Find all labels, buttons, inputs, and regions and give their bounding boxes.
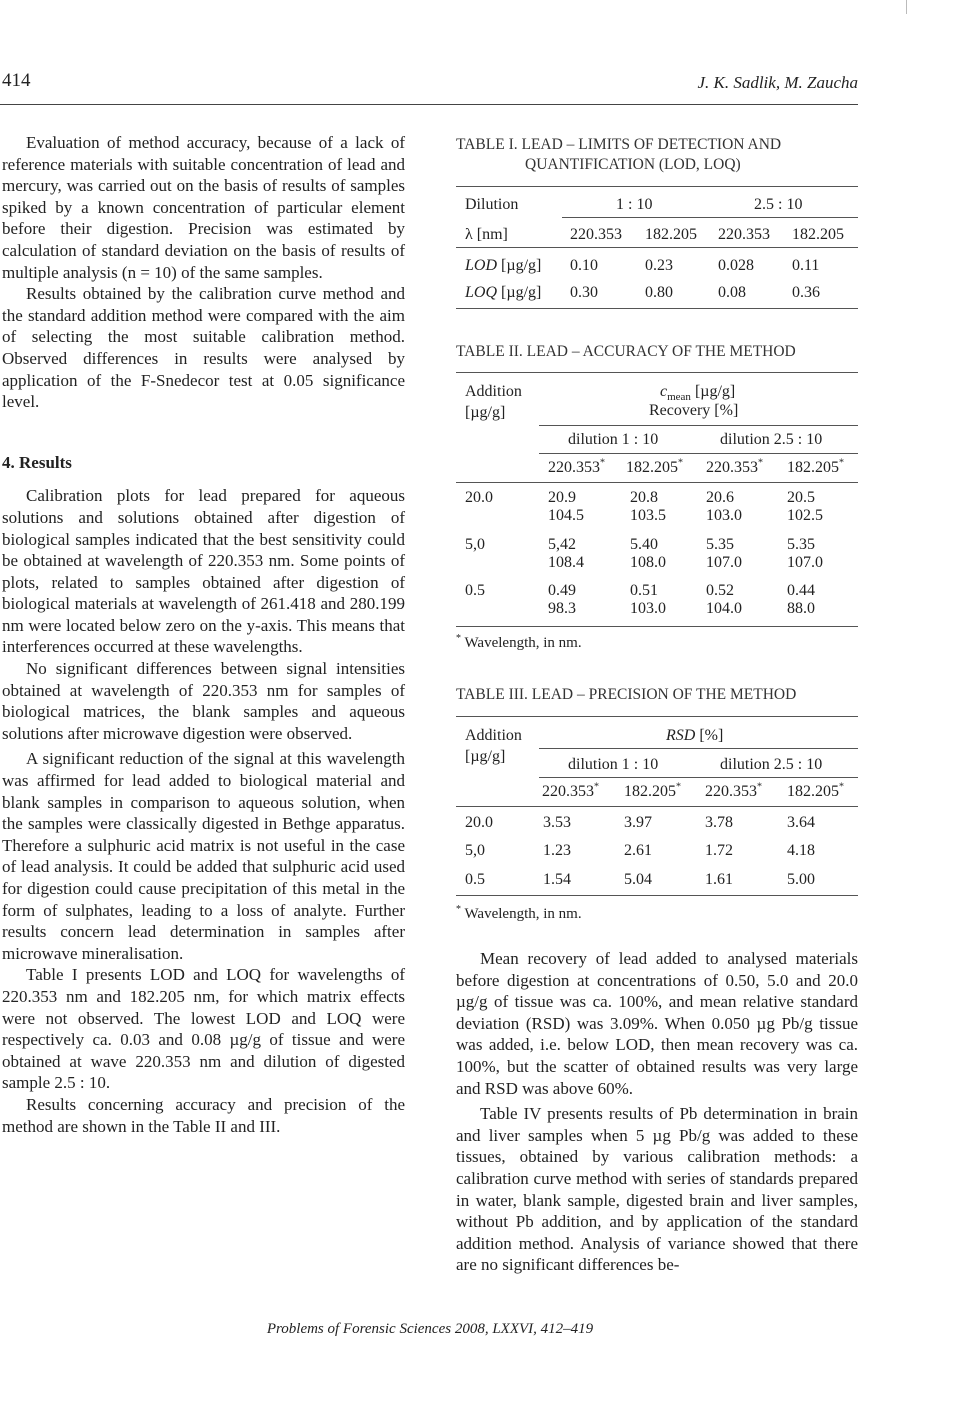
- table3-wl-3: 220.353*: [705, 781, 762, 800]
- table1-caption: [456, 135, 781, 175]
- table3-row3-addition: 0.5: [465, 871, 485, 888]
- table3-row1-value-4: 3.64: [787, 814, 815, 831]
- table2-row2-recovery-1: 108.4: [548, 554, 584, 571]
- table2-bottom-rule: [456, 626, 858, 627]
- table2-row3-recovery-1: 98.3: [548, 600, 576, 617]
- table1-loq-label: LOQ [µg/g]: [465, 284, 542, 301]
- paragraph-method-comparison: Results obtained by the calibration curve method and the standard addition method were compared with the aim of selecting the most suitable calibration method. Observed differences in results were analysed by application of the F-Snedecor test at 0.05 significance level.: [2, 284, 405, 412]
- table3-dilution-2-5-10: dilution 2.5 : 10: [720, 756, 823, 773]
- table3-footnote: * Wavelength, in nm.: [456, 904, 582, 922]
- table1-caption-line1: TABLE I. LEAD – LIMITS OF DETECTION AND: [456, 136, 782, 153]
- table1-sub-rule: [562, 217, 858, 218]
- table3-row3-value-2: 5.04: [624, 871, 652, 888]
- table2-wl-1: 220.353*: [548, 457, 605, 476]
- table2-wl-3: 220.353*: [706, 457, 763, 476]
- table1-loq-2: 0.80: [645, 284, 673, 301]
- table2-row1-addition: 20.0: [465, 489, 493, 506]
- table2-top-rule: [456, 372, 858, 373]
- table2-row2-cmean-1: 5,42: [548, 536, 576, 553]
- table1-loq-4: 0.36: [792, 284, 820, 301]
- table2-caption: TABLE II. LEAD – ACCURACY OF THE METHOD: [456, 343, 796, 360]
- corner-mark: [906, 0, 907, 14]
- table2-row2-recovery-3: 107.0: [706, 554, 742, 571]
- table2-row1-cmean-3: 20.6: [706, 489, 734, 506]
- table1-loq-3: 0.08: [718, 284, 746, 301]
- table2-addition-label-2: [µg/g]: [465, 404, 506, 421]
- table2-row3-cmean-4: 0.44: [787, 582, 815, 599]
- table1-wl-1: 220.353: [570, 226, 622, 243]
- table3-rsd-label: RSD [%]: [666, 727, 724, 744]
- table2-row3-cmean-2: 0.51: [630, 582, 658, 599]
- page-number: 414: [2, 70, 31, 91]
- paragraph-table1-intro: Table I presents LOD and LOQ for wavelengths of 220.353 nm and 182.205 nm, for which matrix effects were not observed. The lowest LOD and LOQ were respectively ca. 0.03 and 0.08 µg/g of tissue and were obtained at wave 220.353 nm and dilution of digested sample 2.5 : 10.: [2, 965, 405, 1093]
- table3-wl-1: 220.353*: [542, 781, 599, 800]
- table2-dilution-1-10: dilution 1 : 10: [568, 431, 659, 448]
- table1-lod-3: 0.028: [718, 257, 754, 274]
- table2-row1-cmean-4: 20.5: [787, 489, 815, 506]
- table2-row3-recovery-4: 88.0: [787, 600, 815, 617]
- table2-footnote: * Wavelength, in nm.: [456, 633, 582, 651]
- table1-dilution-label: Dilution: [465, 196, 519, 213]
- table2-row2-addition: 5,0: [465, 536, 485, 553]
- table3-bottom-rule: [456, 895, 858, 896]
- table3-row2-value-1: 1.23: [543, 842, 571, 859]
- table1-lod-4: 0.11: [792, 257, 820, 274]
- table1-wl-3: 220.353: [718, 226, 770, 243]
- table1-lod-label: LOD [µg/g]: [465, 257, 542, 274]
- table1: [456, 186, 858, 311]
- right-column: [456, 948, 858, 1276]
- journal-footer: Problems of Forensic Sciences 2008, LXXVI, 412–419: [266, 1321, 594, 1337]
- table2-row2-cmean-3: 5.35: [706, 536, 734, 553]
- paragraph-table4-intro: Table IV presents results of Pb determination in brain and liver samples when 5 µg Pb/g was added to these tissues, obtained by various calibration methods: a calibration curve method with series of standards prepared in water, blank sample, digested brain and liver samples, without Pb addition, and by application of the standard addition method. Analysis of variance showed that there are no significant differences be-: [456, 1104, 858, 1275]
- table3-row2-value-3: 1.72: [705, 842, 733, 859]
- left-column: [2, 132, 405, 1137]
- table2-row3-cmean-1: 0.49: [548, 582, 576, 599]
- table3-row1-value-1: 3.53: [543, 814, 571, 831]
- table1-lambda-label: λ [nm]: [465, 226, 508, 243]
- table2-wl-2: 182.205*: [626, 457, 683, 476]
- table3-row3-value-4: 5.00: [787, 871, 815, 888]
- table1-bottom-rule: [456, 308, 858, 309]
- table3-addition-label-2: [µg/g]: [465, 748, 506, 765]
- table3-row1-addition: 20.0: [465, 814, 493, 831]
- table1-dilution-1-10: 1 : 10: [616, 196, 653, 213]
- table1-lod-2: 0.23: [645, 257, 673, 274]
- table2-addition-label-1: Addition: [465, 383, 522, 400]
- table2-header-rule: [456, 482, 858, 483]
- table2-row1-cmean-1: 20.9: [548, 489, 576, 506]
- table2-sub-rule-2: [539, 453, 858, 454]
- paragraph-mean-recovery: Mean recovery of lead added to analysed materials before digestion at concentrations of 0.50, 5.0 and 20.0 µg/g of tissue was ca. 100%, and mean relative standard deviation (RSD) was 3.09%. When 0.050 µg Pb/g tissue was added, i.e. below LOD, then mean recovery was ca. 100%, but the scatter of obtained results was very large and RSD was above 60%.: [456, 949, 858, 1098]
- table1-dilution-2-5-10: 2.5 : 10: [754, 196, 803, 213]
- paragraph-calibration-plots: Calibration plots for lead prepared for aqueous solutions and solutions obtained after digestion of biological samples indicated that the best sensitivity could be obtained at wavelength of 220.353 nm. Some points of plots, related to samples obtained after digestion of biological materials at wavelength of 261.418 and 280.199 nm were located below zero on the y-axis. This means that interferences occurred at these wavelengths.: [2, 486, 405, 657]
- table3-row2-value-2: 2.61: [624, 842, 652, 859]
- table1-caption-line2: QUANTIFICATION (LOD, LOQ): [525, 156, 741, 173]
- table2-row1-recovery-4: 102.5: [787, 507, 823, 524]
- table2-row1-cmean-2: 20.8: [630, 489, 658, 506]
- table2-dilution-2-5-10: dilution 2.5 : 10: [720, 431, 823, 448]
- table2-row2-cmean-4: 5.35: [787, 536, 815, 553]
- table2: [456, 372, 858, 632]
- paragraph-accuracy-precision: Results concerning accuracy and precision of the method are shown in the Table II and III.: [2, 1094, 405, 1136]
- table3-caption: TABLE III. LEAD – PRECISION OF THE METHOD: [456, 686, 797, 703]
- table3: [456, 716, 858, 898]
- table3-row1-value-2: 3.97: [624, 814, 652, 831]
- paragraph-signal-intensities: No significant differences between signal intensities obtained at wavelength of 220.353 nm for samples of biological matrices, the blank samples and aqueous solutions after microwave digestion were observed.: [2, 659, 405, 743]
- table1-wl-4: 182.205: [792, 226, 844, 243]
- table2-row1-recovery-1: 104.5: [548, 507, 584, 524]
- table3-top-rule: [456, 716, 858, 717]
- table2-row1-recovery-2: 103.5: [630, 507, 666, 524]
- table2-row3-addition: 0.5: [465, 582, 485, 599]
- table2-row2-recovery-4: 107.0: [787, 554, 823, 571]
- table2-row1-recovery-3: 103.0: [706, 507, 742, 524]
- table2-row2-cmean-2: 5.40: [630, 536, 658, 553]
- table3-addition-label-1: Addition: [465, 727, 522, 744]
- table2-row3-cmean-3: 0.52: [706, 582, 734, 599]
- table2-row2-recovery-2: 108.0: [630, 554, 666, 571]
- table3-row2-value-4: 4.18: [787, 842, 815, 859]
- table3-sub-rule-2: [539, 777, 858, 778]
- table3-row1-value-3: 3.78: [705, 814, 733, 831]
- table3-dilution-1-10: dilution 1 : 10: [568, 756, 659, 773]
- paragraph-accuracy-evaluation: Evaluation of method accuracy, because of a lack of reference materials with suitable concentration of lead and mercury, was carried out on the basis of results of samples spiked by a known concentration of particular element before their digestion. Precision was estimated by calculation of standard deviation on the basis of results of multiple analysis (n = 10) of the same samples.: [2, 133, 405, 282]
- table3-sub-rule-1: [539, 748, 858, 749]
- running-header-authors: J. K. Sadlik, M. Zaucha: [697, 73, 858, 92]
- table2-sub-rule-1: [539, 425, 858, 426]
- table2-wl-4: 182.205*: [787, 457, 844, 476]
- section-heading-results: 4. Results: [2, 452, 72, 472]
- table3-row3-value-3: 1.61: [705, 871, 733, 888]
- table2-recovery-label: Recovery [%]: [649, 402, 739, 419]
- table1-top-rule: [456, 186, 858, 187]
- header-rule: [0, 104, 858, 105]
- table1-lod-1: 0.10: [570, 257, 598, 274]
- table2-row3-recovery-3: 104.0: [706, 600, 742, 617]
- table3-header-rule: [456, 806, 858, 807]
- table2-row3-recovery-2: 103.0: [630, 600, 666, 617]
- table2-cmean-label: $c_{mean}$ [µg/g]: [660, 383, 736, 404]
- table3-wl-4: 182.205*: [787, 781, 844, 800]
- table3-row2-addition: 5,0: [465, 842, 485, 859]
- table1-header-rule: [456, 247, 858, 248]
- table3-wl-2: 182.205*: [624, 781, 681, 800]
- paragraph-signal-reduction: A significant reduction of the signal at this wavelength was affirmed for lead added to biological material and blank samples in comparison to aqueous solution, when the samples were classically digested in Bethge apparatus. Therefore a sulphuric acid matrix is not useful in the case of lead analysis. It could be added that sulphuric acid used for digestion could cause precipitation of this metal in the form of sulphates, leading to a loss of analyte. Further results concern lead determination in samples after microwave mineralisation.: [2, 749, 405, 963]
- table1-loq-1: 0.30: [570, 284, 598, 301]
- table3-row3-value-1: 1.54: [543, 871, 571, 888]
- table1-wl-2: 182.205: [645, 226, 697, 243]
